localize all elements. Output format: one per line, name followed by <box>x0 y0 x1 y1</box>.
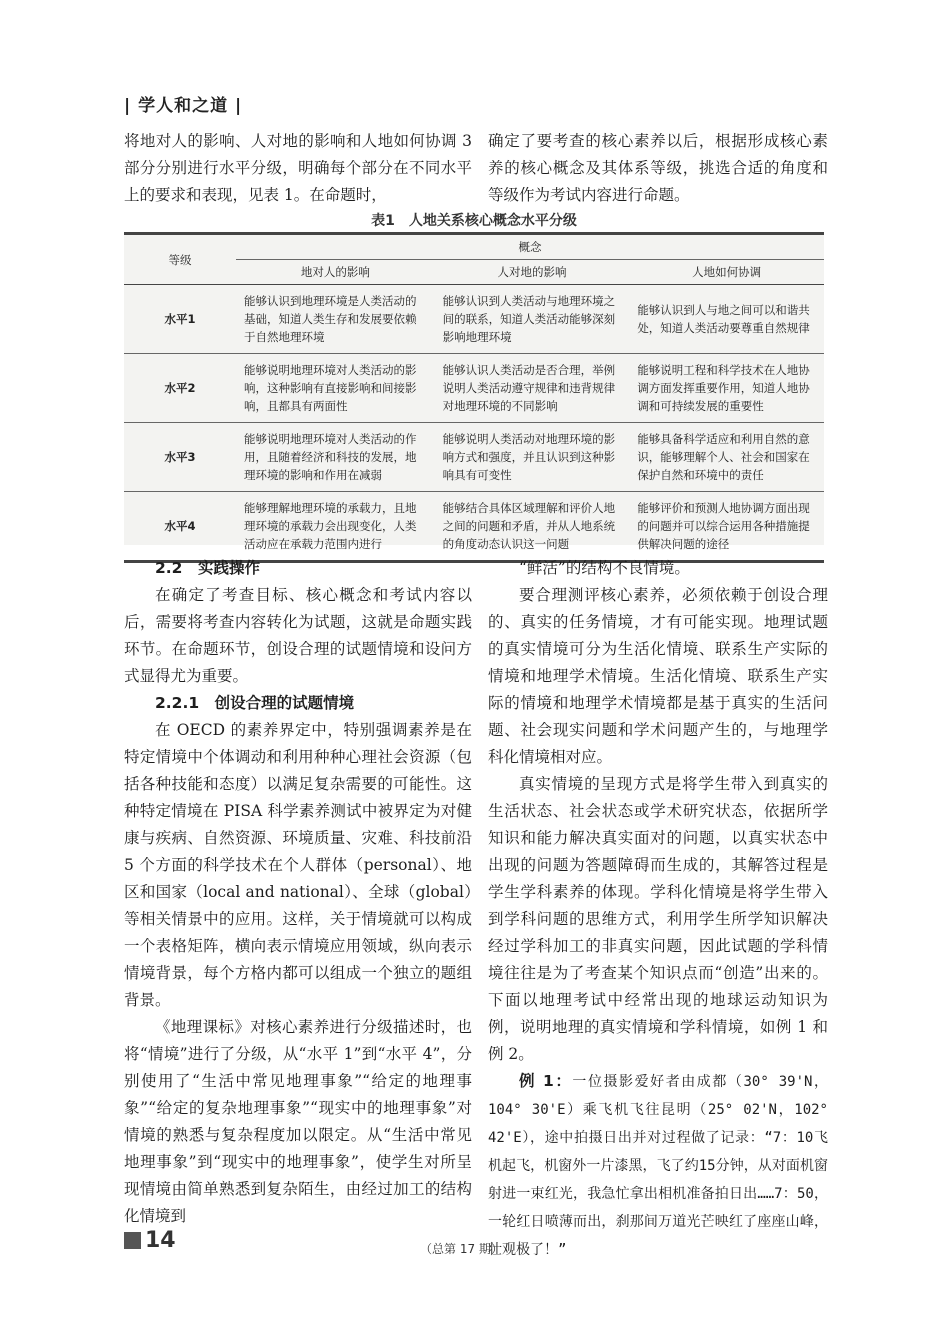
top-right-paragraph <box>488 128 828 209</box>
example-label: 例 1： <box>519 1072 573 1090</box>
table-cell: 能够结合具体区域理解和评价人地之间的问题和矛盾，并从人地系统的角度动态认识这一问题 <box>435 492 630 562</box>
table-row <box>124 423 824 492</box>
table-cell: 能够认识到人类活动与地理环境之间的联系，知道人类活动能够深刻影响地理环境 <box>435 285 630 354</box>
paragraph: 真实情境的呈现方式是将学生带入到真实的生活状态、社会状态或学术研究状态，依据所学知识和能力解决真实面对的问题，以真实状态中出现的问题为答题障碍而生成的，其解答过程是学生学科素养的体现。学科化情境是将学生带入到学科问题的思维方式，利用学生所学知识解决经过学科加工的非真实问题，因此试题的学科情境往往是为了考查某个知识点而“创造”出来的。下面以地理考试中经常出现的地球运动知识为例，说明地理的真实情境和学科情境，如例 1 和例 2。 <box>488 775 828 1063</box>
column-header: | 学人和之道 | <box>124 96 243 116</box>
header-concept: 概念 <box>236 234 824 260</box>
square-marker-icon <box>124 1232 141 1249</box>
paragraph: 在确定了考查目标、核心概念和考试内容以后，需要将考查内容转化为试题，这就是命题实践环节。在命题环节，创设合理的试题情境和设问方式显得尤为重要。 <box>124 586 472 685</box>
row-level: 水平2 <box>124 354 236 423</box>
table-caption: 表1 人地关系核心概念水平分级 <box>371 213 577 229</box>
subsection-heading: 2.2.1 创设合理的试题情境 <box>155 694 355 712</box>
table-row <box>124 354 824 423</box>
row-level: 水平1 <box>124 285 236 354</box>
column-header: 人对地的影响 <box>435 260 630 285</box>
row-level: 水平3 <box>124 423 236 492</box>
paragraph: 将地对人的影响、人对地的影响和人地如何协调 3 部分分别进行水平分级，明确每个部分在不同水平上的要求和表现，见表 1。在命题时， <box>124 132 472 204</box>
page-number <box>124 1228 176 1253</box>
paragraph: “鲜活”的结构不良情境。 <box>519 559 690 577</box>
table-cell: 能够具备科学适应和利用自然的意识，能够理解个人、社会和国家在保护自然和环境中的责任 <box>629 423 824 492</box>
top-left-paragraph <box>124 128 472 209</box>
section-heading: 2.2 实践操作 <box>155 559 260 577</box>
table-cell: 能够说明工程和科学技术在人地协调方面发挥重要作用，知道人地协调和可持续发展的重要性 <box>629 354 824 423</box>
table-cell: 能够评价和预测人地协调方面出现的问题并可以综合运用各种措施提供解决问题的途径 <box>629 492 824 562</box>
column-header: 地对人的影响 <box>236 260 435 285</box>
row-level: 水平4 <box>124 492 236 562</box>
table-cell: 能够理解地理环境的承载力，且地理环境的承载力会出现变化，人类活动应在承载力范围内进行 <box>236 492 435 562</box>
table-cell: 能够说明人类活动对地理环境的影响方式和强度，并且认识到这种影响具有可变性 <box>435 423 630 492</box>
paragraph: 《地理课标》对核心素养进行分级描述时，也将“情境”进行了分级，从“水平 1”到“水平 4”，分别使用了“生活中常见地理事象”“给定的地理事象”“给定的复杂地理事象”“现实中的地理事象”对情境的熟悉与复杂程度加以限定。从“生活中常见地理事象”到“现实中的地理事象”，使学生对所呈现情境由简单熟悉到复杂陌生，由经过加工的结构化情境到 <box>124 1018 472 1225</box>
header-level: 等级 <box>124 234 236 285</box>
example-text: 一位摄影爱好者由成都（30° 39'N，104° 30'E）乘飞机飞往昆明（25° 02'N，102° 42'E），途中拍摄日出并对过程做了记录：“7：10飞机起飞，机窗外一片漆黑，飞了约15分钟，从对面机窗射进一束红光，我急忙拿出相机准备拍日出……7：50，一轮红日喷薄而出，刹那间万道光芒映红了座座山峰，壮观极了！” <box>488 1074 828 1258</box>
table-cell: 能够认识到地理环境是人类活动的基础，知道人类生存和发展要依赖于自然地理环境 <box>236 285 435 354</box>
table-cell: 能够认识到人与地之间可以和谐共处，知道人类活动要尊重自然规律 <box>629 285 824 354</box>
concept-level-table <box>124 232 824 551</box>
paragraph: 在 OECD 的素养界定中，特别强调素养是在特定情境中个体调动和利用种种心理社会资源（包括各种技能和态度）以满足复杂需要的可能性。这种特定情境在 PISA 科学素养测试中被界定为对健康与疾病、自然资源、环境质量、灾难、科技前沿 5 个方面的科学技术在个人群体（personal）、地区和国家（local and national）、全球（global）等相关情景中的应用。这样，关于情境就可以构成一个表格矩阵，横向表示情境应用领域，纵向表示情境背景，每个方格内都可以组成一个独立的题组背景。 <box>124 721 472 1009</box>
table-row <box>124 285 824 354</box>
example-paragraph <box>488 1068 828 1264</box>
left-column <box>124 555 472 1230</box>
table-cell: 能够认识人类活动是否合理，举例说明人类活动遵守规律和违背规律对地理环境的不同影响 <box>435 354 630 423</box>
table-cell: 能够说明地理环境对人类活动的作用，且随着经济和科技的发展，地理环境的影响和作用在减弱 <box>236 423 435 492</box>
column-header: 人地如何协调 <box>629 260 824 285</box>
right-column <box>488 555 828 1264</box>
paragraph: 要合理测评核心素养，必须依赖于创设合理的、真实的任务情境，才有可能实现。地理试题的真实情境可分为生活化情境、联系生产实际的情境和地理学术情境。生活化情境、联系生产实际的情境和地理学术情境都是基于真实的生活问题、社会现实问题和学术问题产生的，与地理学科化情境相对应。 <box>488 586 828 766</box>
paragraph: 确定了要考查的核心素养以后，根据形成核心素养的核心概念及其体系等级，挑选合适的角度和等级作为考试内容进行命题。 <box>488 132 828 204</box>
table-row <box>124 492 824 562</box>
total-issue: （总第 17 期） <box>420 1242 503 1256</box>
table-cell: 能够说明地理环境对人类活动的影响，这种影响有直接影响和间接影响，且都具有两面性 <box>236 354 435 423</box>
page-number-text: 14 <box>145 1228 176 1253</box>
